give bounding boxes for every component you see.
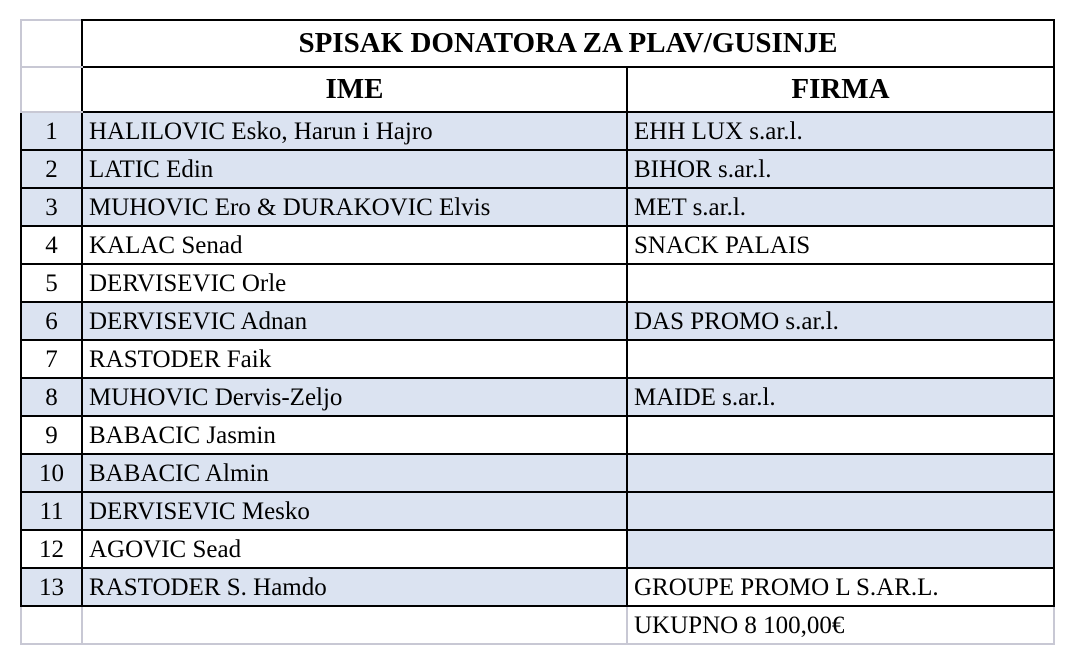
donor-list-sheet	[20, 19, 1053, 645]
firm-cell[interactable]	[627, 492, 1054, 530]
firm-cell[interactable]: MET s.ar.l.	[627, 188, 1054, 226]
name-cell[interactable]: LATIC Edin	[82, 150, 627, 188]
row-number-cell[interactable]: 9	[21, 416, 82, 454]
table-row	[21, 492, 1054, 530]
total-blank-cell[interactable]	[21, 606, 82, 644]
firm-cell[interactable]: SNACK PALAIS	[627, 226, 1054, 264]
table-row	[21, 188, 1054, 226]
header-row	[21, 67, 1054, 112]
title-blank-cell[interactable]	[21, 20, 82, 67]
total-row	[21, 606, 1054, 644]
total-amount-cell[interactable]: UKUPNO 8 100,00€	[627, 606, 1054, 644]
firm-cell[interactable]: GROUPE PROMO L S.AR.L.	[627, 568, 1054, 606]
name-cell[interactable]: RASTODER S. Hamdo	[82, 568, 627, 606]
table-row	[21, 416, 1054, 454]
firm-cell[interactable]: DAS PROMO s.ar.l.	[627, 302, 1054, 340]
column-header-firm[interactable]: FIRMA	[627, 67, 1054, 112]
row-number-cell[interactable]: 5	[21, 264, 82, 302]
name-cell[interactable]: MUHOVIC Ero & DURAKOVIC Elvis	[82, 188, 627, 226]
row-number-cell[interactable]: 3	[21, 188, 82, 226]
sheet-title[interactable]: SPISAK DONATORA ZA PLAV/GUSINJE	[82, 20, 1054, 67]
firm-cell[interactable]	[627, 416, 1054, 454]
donor-table	[20, 19, 1055, 645]
firm-cell[interactable]	[627, 454, 1054, 492]
name-cell[interactable]: BABACIC Almin	[82, 454, 627, 492]
name-cell[interactable]: BABACIC Jasmin	[82, 416, 627, 454]
row-number-cell[interactable]: 1	[21, 112, 82, 150]
row-number-cell[interactable]: 12	[21, 530, 82, 568]
name-cell[interactable]: HALILOVIC Esko, Harun i Hajro	[82, 112, 627, 150]
table-row	[21, 150, 1054, 188]
header-blank-cell[interactable]	[21, 67, 82, 112]
table-row	[21, 112, 1054, 150]
table-row	[21, 340, 1054, 378]
row-number-cell[interactable]: 6	[21, 302, 82, 340]
firm-cell[interactable]: MAIDE s.ar.l.	[627, 378, 1054, 416]
title-row	[21, 20, 1054, 67]
name-cell[interactable]: KALAC Senad	[82, 226, 627, 264]
name-cell[interactable]: AGOVIC Sead	[82, 530, 627, 568]
row-number-cell[interactable]: 10	[21, 454, 82, 492]
row-number-cell[interactable]: 8	[21, 378, 82, 416]
firm-cell[interactable]	[627, 530, 1054, 568]
name-cell[interactable]: DERVISEVIC Mesko	[82, 492, 627, 530]
name-cell[interactable]: RASTODER Faik	[82, 340, 627, 378]
firm-cell[interactable]	[627, 340, 1054, 378]
row-number-cell[interactable]: 13	[21, 568, 82, 606]
firm-cell[interactable]: BIHOR s.ar.l.	[627, 150, 1054, 188]
table-row	[21, 530, 1054, 568]
row-number-cell[interactable]: 11	[21, 492, 82, 530]
table-row	[21, 264, 1054, 302]
column-header-name[interactable]: IME	[82, 67, 627, 112]
table-row	[21, 568, 1054, 606]
row-number-cell[interactable]: 2	[21, 150, 82, 188]
total-blank-cell[interactable]	[82, 606, 627, 644]
table-row	[21, 226, 1054, 264]
name-cell[interactable]: DERVISEVIC Orle	[82, 264, 627, 302]
name-cell[interactable]: MUHOVIC Dervis-Zeljo	[82, 378, 627, 416]
firm-cell[interactable]	[627, 264, 1054, 302]
table-row	[21, 454, 1054, 492]
table-row	[21, 378, 1054, 416]
firm-cell[interactable]: EHH LUX s.ar.l.	[627, 112, 1054, 150]
row-number-cell[interactable]: 4	[21, 226, 82, 264]
table-row	[21, 302, 1054, 340]
name-cell[interactable]: DERVISEVIC Adnan	[82, 302, 627, 340]
row-number-cell[interactable]: 7	[21, 340, 82, 378]
